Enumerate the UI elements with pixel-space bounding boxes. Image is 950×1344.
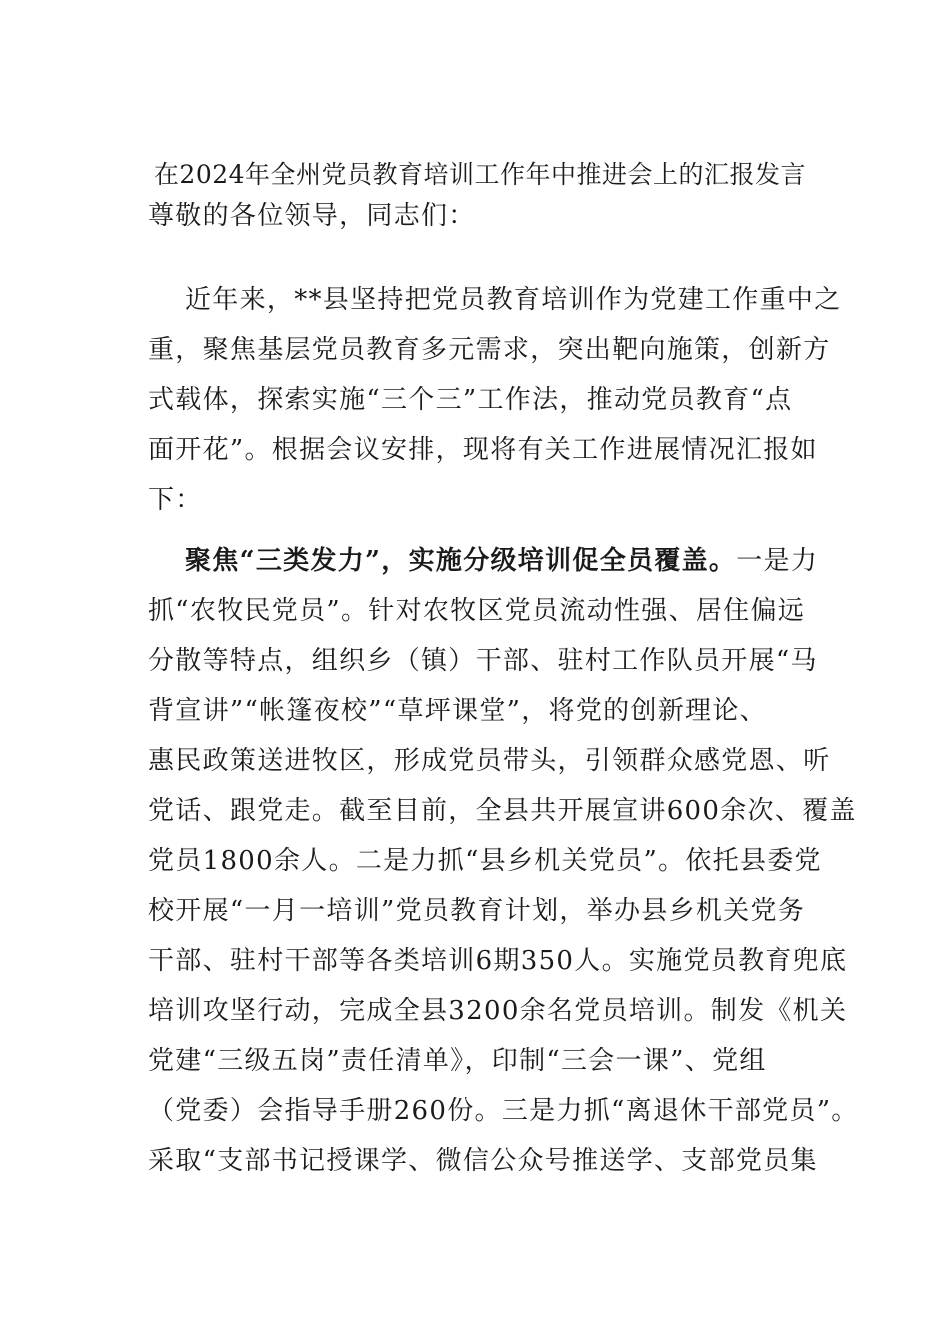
- document-title: 在2024年全州党员教育培训工作年中推进会上的汇报发言: [153, 160, 807, 189]
- intro-line-4: 面开花”。根据会议安排，现将有关工作进展情况汇报如: [148, 435, 818, 465]
- section1-line-6: 党员1800余人。二是力抓“县乡机关党员”。依托县委党: [148, 846, 822, 876]
- section1-line-4: 惠民政策送进牧区，形成党员带头，引领群众感党恩、听: [148, 746, 831, 776]
- section1-first-line-rest: 一是力: [736, 546, 819, 576]
- salutation: 尊敬的各位领导，同志们：: [148, 201, 476, 231]
- section1-line-2: 分散等特点，组织乡（镇）干部、驻村工作队员开展“马: [148, 646, 818, 676]
- section1-line-3: 背宣讲”“帐篷夜校”“草坪课堂”，将党的创新理论、: [148, 696, 767, 726]
- section1-heading: 聚焦“三类发力”，实施分级培训促全员覆盖。: [185, 546, 737, 576]
- section1-line-10: 党建“三级五岗”责任清单》，印制“三会一课”、党组: [148, 1046, 767, 1076]
- intro-line-3: 式载体，探索实施“三个三”工作法，推动党员教育“点: [148, 385, 793, 415]
- section1-line-5: 党话、跟党走。截至目前，全县共开展宣讲600余次、覆盖: [148, 796, 857, 826]
- section1-line-8: 干部、驻村干部等各类培训6期350人。实施党员教育兜底: [148, 946, 848, 976]
- section1-line-9: 培训攻坚行动，完成全县3200余名党员培训。制发《机关: [148, 996, 848, 1026]
- section1-line-12: 采取“支部书记授课学、微信公众号推送学、支部党员集: [148, 1146, 818, 1176]
- section1-line-11: （党委）会指导手册260份。三是力抓“离退休干部党员”。: [148, 1096, 859, 1126]
- section1-line-7: 校开展“一月一培训”党员教育计划，举办县乡机关党务: [148, 896, 806, 926]
- intro-line-1: 近年来，**县坚持把党员教育培训作为党建工作重中之: [185, 285, 842, 315]
- section1-first-line: [185, 541, 818, 581]
- intro-line-2: 重，聚焦基层党员教育多元需求，突出靶向施策，创新方: [148, 335, 831, 365]
- section1-line-1: 抓“农牧民党员”。针对农牧区党员流动性强、居住偏远: [148, 596, 806, 626]
- intro-line-5: 下：: [148, 485, 203, 515]
